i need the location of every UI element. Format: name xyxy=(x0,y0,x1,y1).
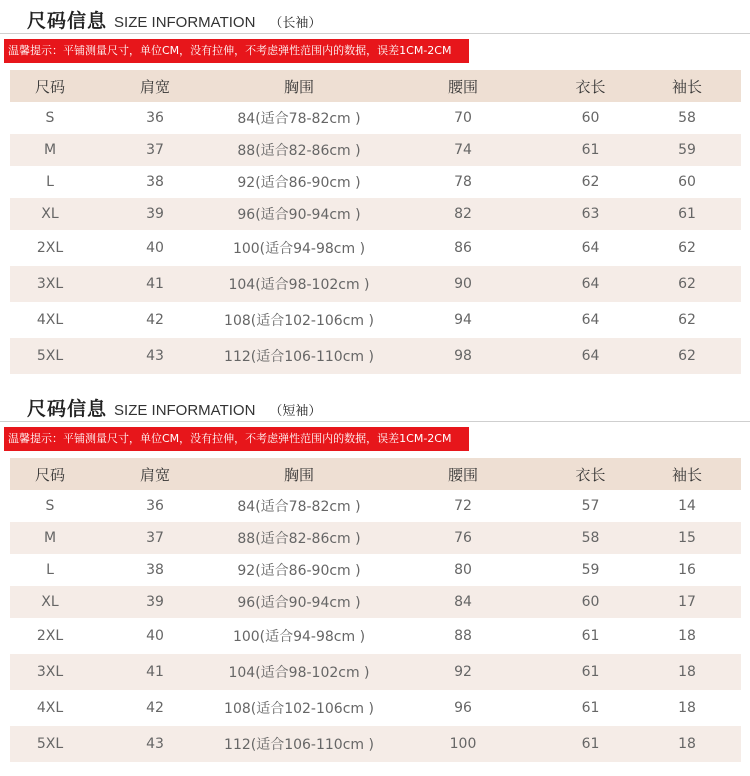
cell-waist: 84 xyxy=(454,594,472,610)
table-row xyxy=(10,166,741,198)
table-row xyxy=(10,690,741,726)
divider xyxy=(0,33,750,34)
cell-waist: 96 xyxy=(454,700,472,716)
cell-length: 61 xyxy=(581,664,600,680)
cell-size: 3XL xyxy=(36,664,64,680)
cell-sleeve: 59 xyxy=(678,142,696,158)
cell-chest: 108(适合102-106cm ) xyxy=(224,313,374,329)
cell-waist: 70 xyxy=(454,110,472,126)
title-cn: 尺码信息 xyxy=(27,398,108,420)
header-length: 衣长 xyxy=(575,77,606,96)
table-row xyxy=(10,618,741,654)
table-row xyxy=(10,230,741,266)
cell-chest: 96(适合90-94cm ) xyxy=(237,595,361,611)
cell-shoulder: 39 xyxy=(146,594,164,610)
cell-chest: 100(适合94-98cm ) xyxy=(232,241,366,257)
cell-waist: 100 xyxy=(449,736,477,752)
header-shoulder: 肩宽 xyxy=(139,77,170,96)
cell-waist: 82 xyxy=(454,206,472,222)
cell-shoulder: 39 xyxy=(146,206,164,222)
header-shoulder: 肩宽 xyxy=(139,465,170,484)
cell-size: XL xyxy=(41,206,59,222)
sleeve-tag: （长袖） xyxy=(269,16,322,31)
cell-shoulder: 38 xyxy=(146,562,164,578)
cell-sleeve: 58 xyxy=(678,110,696,126)
cell-length: 64 xyxy=(581,312,600,328)
sleeve-tag: （短袖） xyxy=(269,404,322,419)
cell-chest: 112(适合106-110cm ) xyxy=(224,737,374,753)
cell-sleeve: 16 xyxy=(678,562,696,578)
cell-shoulder: 40 xyxy=(146,628,164,644)
cell-shoulder: 40 xyxy=(146,240,164,256)
size-section-short-sleeve xyxy=(0,388,750,776)
header-waist: 腰围 xyxy=(447,77,478,96)
cell-size: S xyxy=(45,110,55,126)
table-row xyxy=(10,726,741,762)
cell-length: 61 xyxy=(581,736,600,752)
cell-shoulder: 36 xyxy=(146,498,164,514)
cell-sleeve: 61 xyxy=(678,206,696,222)
cell-chest: 112(适合106-110cm ) xyxy=(224,349,374,365)
cell-shoulder: 43 xyxy=(146,736,164,752)
header-size: 尺码 xyxy=(34,77,65,96)
cell-sleeve: 62 xyxy=(678,312,696,328)
cell-chest: 104(适合98-102cm ) xyxy=(228,665,370,681)
cell-length: 61 xyxy=(581,628,600,644)
cell-size: 2XL xyxy=(36,240,64,256)
cell-waist: 92 xyxy=(454,664,472,680)
measurement-notice: 温馨提示：平铺测量尺寸，单位CM，没有拉伸，不考虑弹性范围内的数据，误差1CM-2CM xyxy=(4,427,469,451)
table-row xyxy=(10,654,741,690)
table-row xyxy=(10,302,741,338)
header-chest: 胸围 xyxy=(283,77,314,96)
title-en: SIZE INFORMATION xyxy=(114,14,256,31)
cell-shoulder: 42 xyxy=(146,312,164,328)
cell-chest: 84(适合78-82cm ) xyxy=(237,499,361,515)
cell-size: L xyxy=(46,174,54,190)
header-sleeve: 袖长 xyxy=(671,77,702,96)
header-waist: 腰围 xyxy=(447,465,478,484)
cell-size: M xyxy=(43,142,57,158)
table-row xyxy=(10,490,741,522)
cell-length: 60 xyxy=(581,594,600,610)
cell-waist: 88 xyxy=(454,628,472,644)
title-cn: 尺码信息 xyxy=(27,10,108,32)
cell-size: M xyxy=(43,530,57,546)
cell-size: S xyxy=(45,498,55,514)
cell-size: L xyxy=(46,562,54,578)
cell-chest: 100(适合94-98cm ) xyxy=(232,629,366,645)
table-row xyxy=(10,198,741,230)
cell-size: 5XL xyxy=(36,348,64,364)
header-size: 尺码 xyxy=(34,465,65,484)
header-sleeve: 袖长 xyxy=(671,465,702,484)
section-title xyxy=(27,6,321,34)
cell-size: 4XL xyxy=(36,700,64,716)
cell-size: 2XL xyxy=(36,628,64,644)
divider xyxy=(0,421,750,422)
cell-waist: 90 xyxy=(454,276,472,292)
cell-waist: 76 xyxy=(454,530,472,546)
cell-chest: 88(适合82-86cm ) xyxy=(237,143,361,159)
cell-waist: 98 xyxy=(454,348,472,364)
cell-length: 60 xyxy=(581,110,600,126)
cell-size: 4XL xyxy=(36,312,64,328)
cell-sleeve: 18 xyxy=(678,736,696,752)
cell-length: 58 xyxy=(581,530,600,546)
table-row xyxy=(10,522,741,554)
cell-sleeve: 60 xyxy=(678,174,696,190)
measurement-notice: 温馨提示：平铺测量尺寸，单位CM，没有拉伸，不考虑弹性范围内的数据，误差1CM-2CM xyxy=(4,39,469,63)
cell-size: 3XL xyxy=(36,276,64,292)
header-chest: 胸围 xyxy=(283,465,314,484)
cell-chest: 108(适合102-106cm ) xyxy=(224,701,374,717)
cell-chest: 88(适合82-86cm ) xyxy=(237,531,361,547)
size-table xyxy=(10,70,741,374)
cell-shoulder: 37 xyxy=(146,142,164,158)
cell-length: 64 xyxy=(581,240,600,256)
cell-length: 62 xyxy=(581,174,600,190)
cell-shoulder: 38 xyxy=(146,174,164,190)
cell-length: 57 xyxy=(581,498,600,514)
cell-shoulder: 37 xyxy=(146,530,164,546)
table-row xyxy=(10,586,741,618)
cell-shoulder: 42 xyxy=(146,700,164,716)
cell-waist: 74 xyxy=(454,142,472,158)
table-header-row xyxy=(10,458,741,490)
header-length: 衣长 xyxy=(575,465,606,484)
cell-chest: 104(适合98-102cm ) xyxy=(228,277,370,293)
cell-sleeve: 18 xyxy=(678,664,696,680)
cell-sleeve: 62 xyxy=(678,276,696,292)
cell-waist: 94 xyxy=(454,312,472,328)
cell-sleeve: 18 xyxy=(678,628,696,644)
size-table xyxy=(10,458,741,762)
section-title xyxy=(27,394,321,422)
cell-length: 64 xyxy=(581,348,600,364)
cell-chest: 96(适合90-94cm ) xyxy=(237,207,361,223)
table-row xyxy=(10,134,741,166)
cell-sleeve: 18 xyxy=(678,700,696,716)
cell-waist: 80 xyxy=(454,562,472,578)
cell-length: 64 xyxy=(581,276,600,292)
cell-chest: 92(适合86-90cm ) xyxy=(237,175,361,191)
cell-shoulder: 41 xyxy=(146,276,164,292)
cell-sleeve: 14 xyxy=(678,498,696,514)
cell-shoulder: 43 xyxy=(146,348,164,364)
cell-chest: 92(适合86-90cm ) xyxy=(237,563,361,579)
cell-sleeve: 15 xyxy=(678,530,696,546)
cell-length: 61 xyxy=(581,142,600,158)
cell-length: 63 xyxy=(581,206,600,222)
table-row xyxy=(10,554,741,586)
title-en: SIZE INFORMATION xyxy=(114,402,256,419)
cell-size: 5XL xyxy=(36,736,64,752)
table-row xyxy=(10,338,741,374)
cell-chest: 84(适合78-82cm ) xyxy=(237,111,361,127)
cell-waist: 78 xyxy=(454,174,472,190)
table-header-row xyxy=(10,70,741,102)
cell-waist: 72 xyxy=(454,498,472,514)
cell-sleeve: 17 xyxy=(678,594,696,610)
cell-sleeve: 62 xyxy=(678,240,696,256)
table-row xyxy=(10,266,741,302)
cell-size: XL xyxy=(41,594,59,610)
cell-shoulder: 36 xyxy=(146,110,164,126)
cell-waist: 86 xyxy=(454,240,472,256)
table-row xyxy=(10,102,741,134)
cell-length: 59 xyxy=(581,562,600,578)
cell-shoulder: 41 xyxy=(146,664,164,680)
cell-sleeve: 62 xyxy=(678,348,696,364)
cell-length: 61 xyxy=(581,700,600,716)
